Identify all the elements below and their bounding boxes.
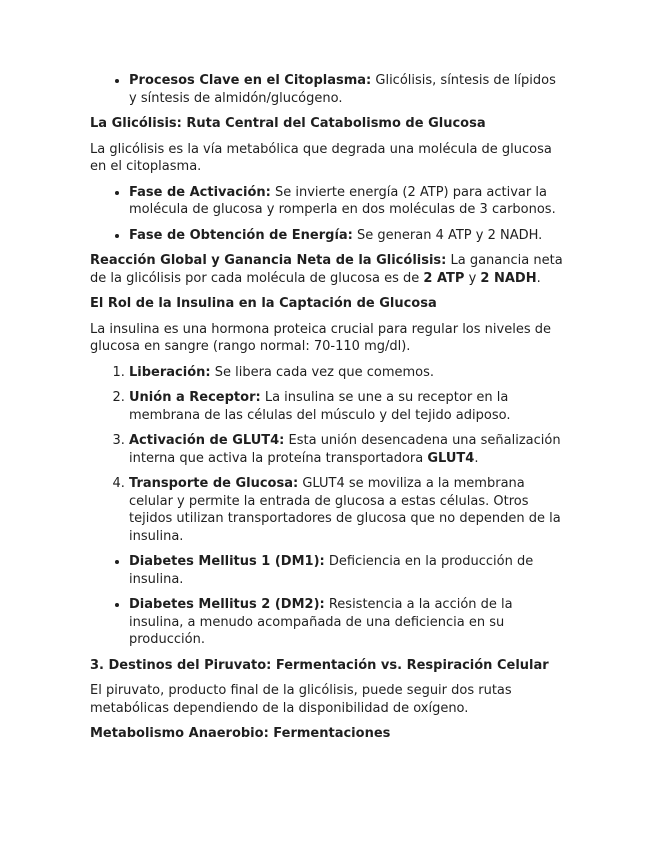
- section-heading-insulina: El Rol de la Insulina en la Captación de Glucosa: [90, 296, 437, 311]
- item-term: Liberación:: [129, 364, 211, 380]
- item-term: Fase de Activación:: [129, 184, 271, 200]
- item-text: Se libera cada vez que comemos.: [210, 364, 435, 380]
- paragraph: La insulina es una hormona proteica crucial para regular los niveles de glucosa en sangre (rango normal: 70-110 mg/dl).: [90, 321, 551, 354]
- item-text: Glicólisis, síntesis de lípidos y síntesis de almidón/glucógeno.: [129, 73, 556, 106]
- item-text: Se invierte energía (2 ATP) para activar la molécula de glucosa y romperla en dos moléculas de 3 carbonos.: [129, 184, 556, 217]
- list-item: [129, 553, 565, 588]
- item-text: La insulina se une a su receptor en la membrana de las células del músculo y del tejido adiposo.: [129, 390, 511, 423]
- nadh-value: 2 NADH: [480, 270, 537, 286]
- item-term: Transporte de Glucosa:: [129, 476, 299, 491]
- item-term: Unión a Receptor:: [129, 390, 261, 405]
- list-item: [129, 389, 565, 424]
- reaction-term: Reacción Global y Ganancia Neta de la Glicólisis:: [90, 253, 447, 268]
- citoplasma-list: [90, 72, 565, 107]
- item-end: .: [474, 450, 479, 466]
- list-item: [129, 184, 565, 219]
- section-heading-piruvato: 3. Destinos del Piruvato: Fermentación vs. Respiración Celular: [90, 657, 549, 673]
- glut4-term: GLUT4: [427, 450, 475, 466]
- insulina-steps-list: [90, 364, 565, 546]
- list-item: [129, 475, 565, 545]
- list-item: [129, 72, 565, 107]
- item-term: Procesos Clave en el Citoplasma:: [129, 73, 372, 88]
- paragraph: El piruvato, producto final de la glicólisis, puede seguir dos rutas metabólicas dependiendo de la disponibilidad de oxígeno.: [90, 683, 512, 716]
- item-text: Resistencia a la acción de la insulina, a menudo acompañada de una deficiencia en su producción.: [129, 597, 513, 647]
- item-text: GLUT4 se moviliza a la membrana celular y permite la entrada de glucosa a estas células. Otros tejidos utilizan transportadores de glucosa que no dependen de la insulina.: [129, 476, 561, 544]
- paragraph: La glicólisis es la vía metabólica que degrada una molécula de glucosa en el citoplasma.: [90, 141, 552, 174]
- reaction-paragraph: [90, 252, 565, 287]
- list-item: [129, 432, 565, 467]
- subsection-heading-fermentaciones: Metabolismo Anaerobio: Fermentaciones: [90, 726, 391, 741]
- list-item: [129, 227, 565, 245]
- list-item: [129, 364, 565, 382]
- atp-value: 2 ATP: [423, 270, 465, 286]
- list-item: [129, 596, 565, 649]
- item-term: Fase de Obtención de Energía:: [129, 227, 353, 243]
- item-term: Diabetes Mellitus 1 (DM1):: [129, 554, 325, 569]
- glicolisis-phases-list: [90, 184, 565, 245]
- reaction-end: .: [536, 270, 541, 286]
- reaction-text: La ganancia neta de la glicólisis por cada molécula de glucosa es de: [90, 253, 563, 286]
- item-term: Diabetes Mellitus 2 (DM2):: [129, 597, 325, 612]
- item-text: Esta unión desencadena una señalización interna que activa la proteína transportadora: [129, 433, 561, 466]
- diabetes-list: [90, 553, 565, 649]
- item-term: Activación de GLUT4:: [129, 433, 285, 448]
- item-text: Deficiencia en la producción de insulina.: [129, 554, 534, 587]
- reaction-and: y: [464, 270, 481, 286]
- section-heading-glicolisis: La Glicólisis: Ruta Central del Catabolismo de Glucosa: [90, 116, 486, 131]
- item-text: Se generan 4 ATP y 2 NADH.: [352, 227, 543, 243]
